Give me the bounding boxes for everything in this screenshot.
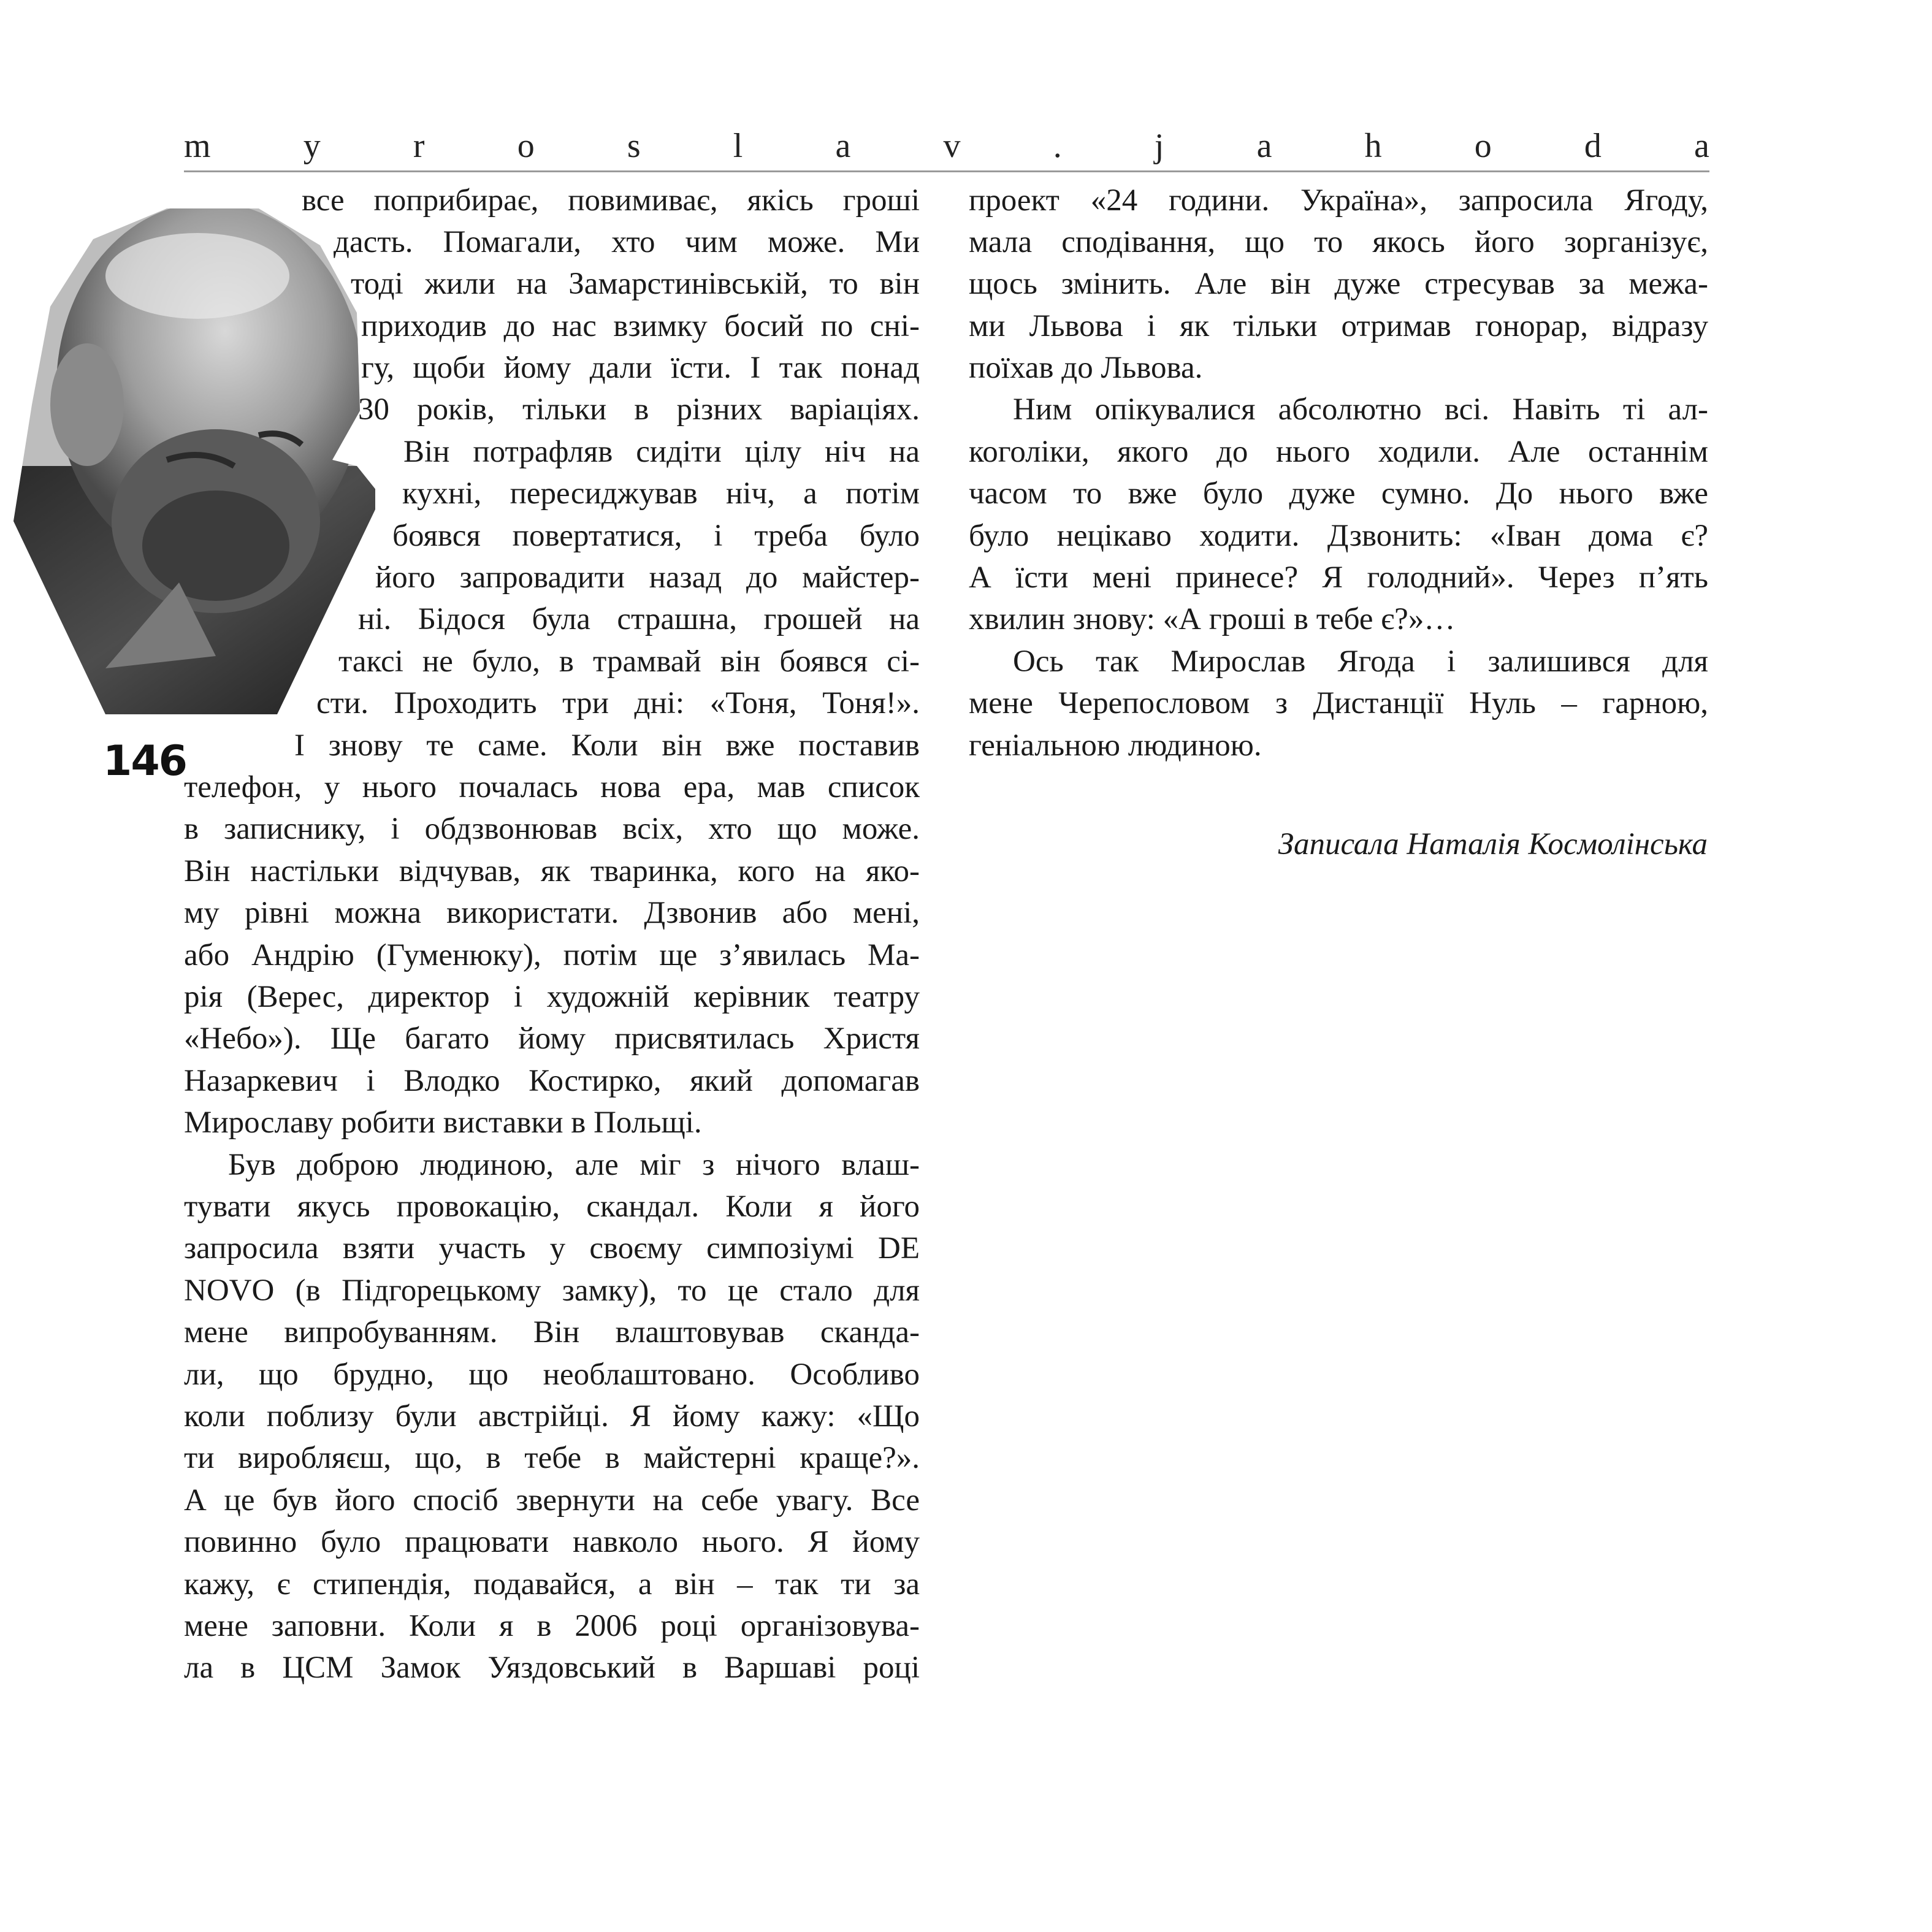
text-line: NOVO (в Підгорецькому замку), то це стало для xyxy=(184,1273,920,1308)
text-line: Мирославу робити виставки в Польщі. xyxy=(184,1105,702,1140)
text-line: «Небо»). Ще багато йому присвятилась Христя xyxy=(184,1021,920,1056)
text-line: І знову те саме. Коли він вже поставив xyxy=(294,728,920,763)
header-letter: v xyxy=(943,127,961,165)
text-line: все поприбирає, повимиває, якісь гроші xyxy=(302,183,920,218)
text-line: кажу, є стипендія, подавайся, а він – так ти за xyxy=(184,1567,920,1602)
header-letter: h xyxy=(1364,127,1382,165)
text-line: геніальною людиною. xyxy=(969,728,1262,763)
header-letter: r xyxy=(413,127,425,165)
text-line: мене Черепословом з Дистанції Нуль – гарною, xyxy=(969,686,1708,720)
text-line: запросила взяти участь у своєму симпозіумі DE xyxy=(184,1231,920,1266)
text-line: боявся повертатися, і треба було xyxy=(392,519,920,553)
text-line: Був доброю людиною, але міг з нічого влаш- xyxy=(228,1148,920,1182)
header-letter: o xyxy=(1474,127,1492,165)
text-line: Він настільки відчував, як тваринка, кого на яко- xyxy=(184,854,920,888)
page-number: 146 xyxy=(103,737,186,785)
text-line: часом то вже було дуже сумно. До нього вже xyxy=(969,476,1708,511)
text-line: його запровадити назад до майстер- xyxy=(375,560,920,595)
text-line: ла в ЦСМ Замок Уяздовський в Варшаві році xyxy=(184,1651,920,1685)
text-line: таксі не було, в трамвай він боявся сі- xyxy=(338,644,920,679)
text-line: Назаркевич і Влодко Костирко, який допомагав xyxy=(184,1064,920,1098)
header-letter: . xyxy=(1053,127,1062,165)
text-line: дасть. Помагали, хто чим може. Ми xyxy=(334,225,920,259)
header-letter: d xyxy=(1584,127,1602,165)
text-line: А це був його спосіб звернути на себе увагу. Все xyxy=(184,1483,920,1518)
header-letter: a xyxy=(1694,127,1709,165)
running-header xyxy=(184,120,1709,163)
text-line: тоді жили на Замарстинівській, то він xyxy=(351,267,920,301)
text-line: хвилин знову: «А гроші в тебе є?»… xyxy=(969,602,1456,636)
text-line: приходив до нас взимку босий по сні- xyxy=(361,309,920,343)
text-line: коли поблизу були австрійці. Я йому кажу: «Що xyxy=(184,1399,920,1434)
text-line: ти виробляєш, що, в тебе в майстерні краще?». xyxy=(184,1441,920,1475)
header-letter: y xyxy=(303,127,321,165)
text-line: тувати якусь провокацію, скандал. Коли я його xyxy=(184,1189,920,1224)
header-letter: o xyxy=(517,127,535,165)
text-line: поїхав до Львова. xyxy=(969,351,1203,385)
header-letter: m xyxy=(184,127,211,165)
text-line: кухні, пересиджував ніч, а потім xyxy=(402,476,920,511)
text-line: Ось так Мирослав Ягода і залишився для xyxy=(1013,644,1708,679)
header-letter: j xyxy=(1154,127,1164,165)
header-letter: l xyxy=(733,127,743,165)
text-line: проект «24 години. Україна», запросила Ягоду, xyxy=(969,183,1708,218)
text-line: щось змінить. Але він дуже стресував за межа- xyxy=(969,267,1708,301)
text-line: повинно було працювати навколо нього. Я йому xyxy=(184,1525,920,1559)
text-line: або Андрію (Гуменюку), потім ще з’явилась Ма- xyxy=(184,938,920,972)
text-line: гу, щоби йому дали їсти. І так понад xyxy=(361,351,920,385)
text-line: рія (Верес, директор і художній керівник театру xyxy=(184,980,920,1014)
text-line: було нецікаво ходити. Дзвонить: «Іван дома є? xyxy=(969,519,1708,553)
text-line: мене випробуванням. Він влаштовував сканда- xyxy=(184,1315,920,1350)
text-line: А їсти мені принесе? Я голодний». Через п’ять xyxy=(969,560,1708,595)
text-line: мала сподівання, що то якось його зорганізує, xyxy=(969,225,1708,259)
author-signature: Записала Наталія Космолінська xyxy=(1278,827,1708,861)
header-letter: s xyxy=(627,127,641,165)
portrait-photo xyxy=(13,202,375,714)
header-letter: a xyxy=(1256,127,1272,165)
text-line: му рівні можна використати. Дзвонив або мені, xyxy=(184,896,920,930)
text-line: 30 років, тільки в різних варіаціях. xyxy=(358,392,920,427)
text-line: в записнику, і обдзвонював всіх, хто що може. xyxy=(184,812,920,846)
text-line: ні. Бідося була страшна, грошей на xyxy=(358,602,920,636)
header-letter: a xyxy=(835,127,851,165)
text-line: ми Львова і як тільки отримав гонорар, відразу xyxy=(969,309,1708,343)
header-rule xyxy=(184,170,1709,172)
text-line: ли, що брудно, що необлаштовано. Особливо xyxy=(184,1357,920,1392)
text-line: коголіки, якого до нього ходили. Але останнім xyxy=(969,435,1708,469)
text-line: Ним опікувалися абсолютно всі. Навіть ті ал- xyxy=(1013,392,1708,427)
text-line: Він потрафляв сидіти цілу ніч на xyxy=(403,435,920,469)
text-line: мене заповни. Коли я в 2006 році організовува- xyxy=(184,1609,920,1643)
text-line: сти. Проходить три дні: «Тоня, Тоня!». xyxy=(316,686,920,720)
text-line: телефон, у нього почалась нова ера, мав список xyxy=(184,770,920,804)
